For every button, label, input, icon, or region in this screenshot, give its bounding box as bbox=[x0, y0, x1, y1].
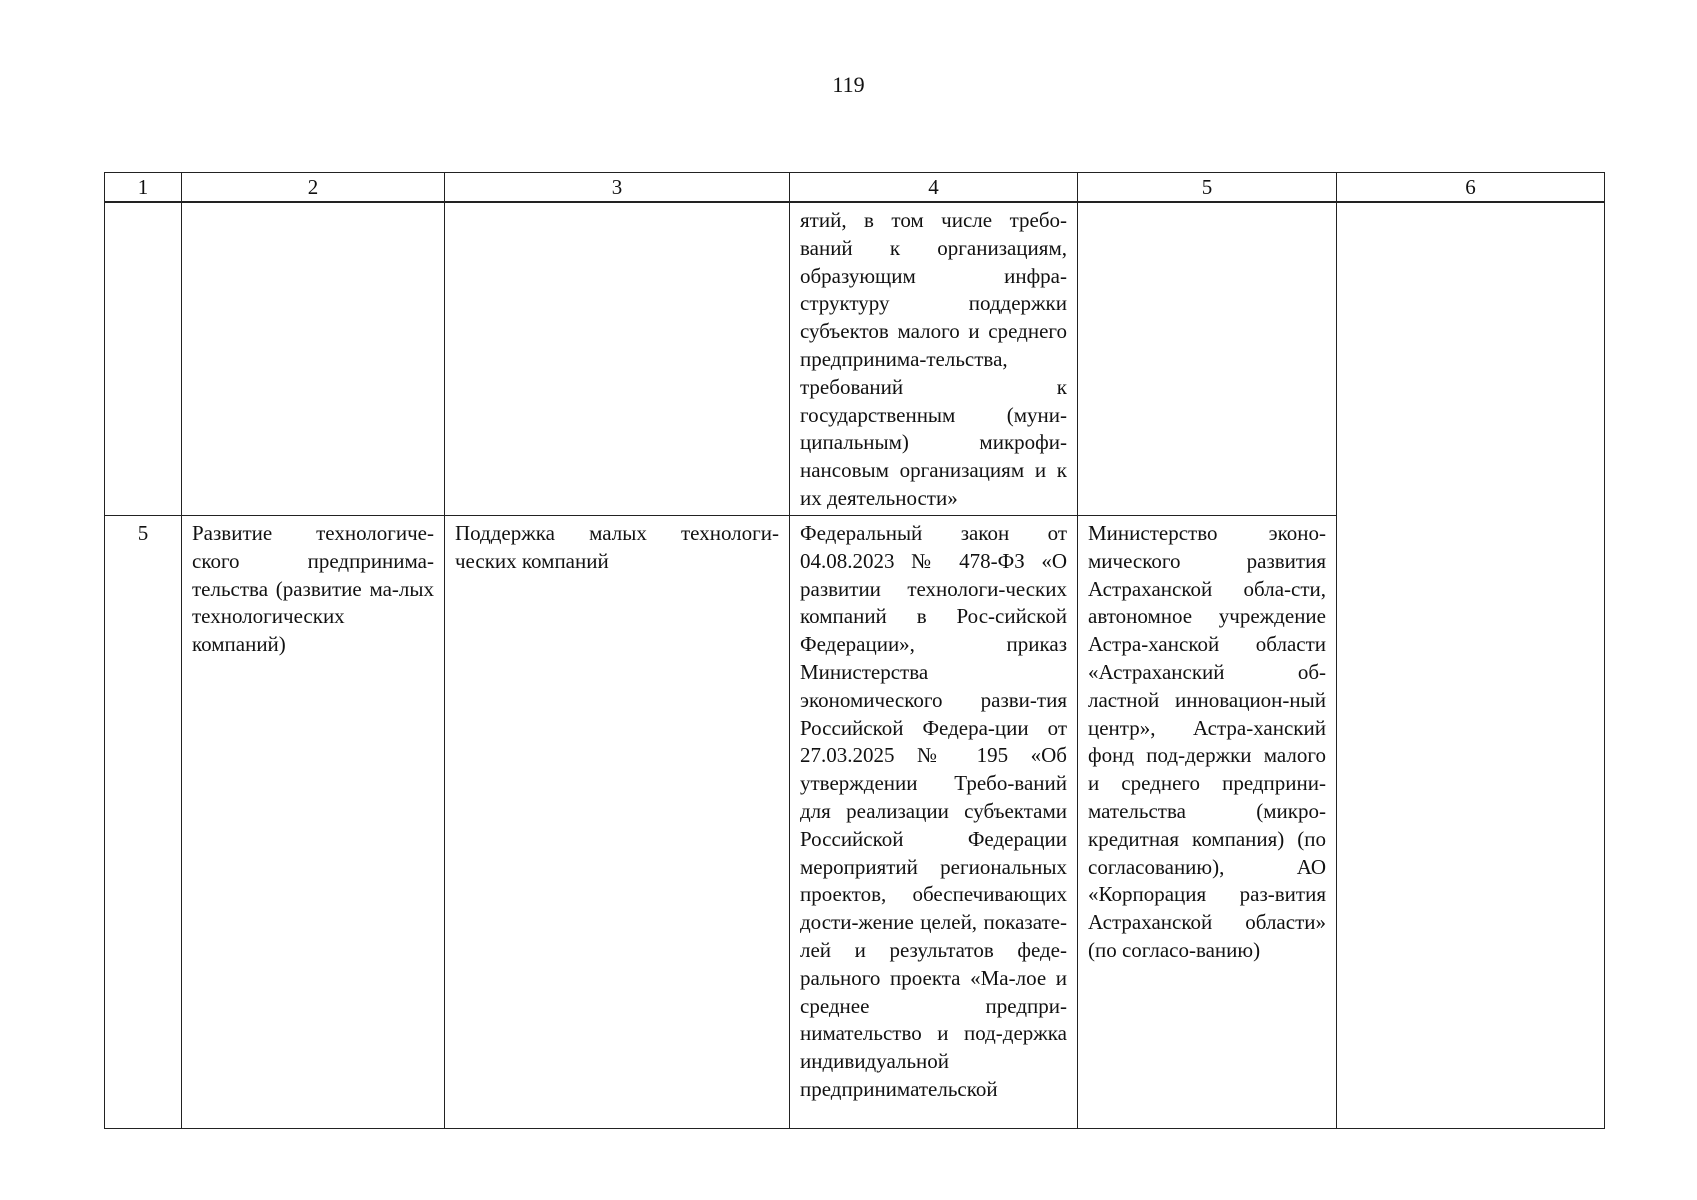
cell-responsible: Министерство эконо-мического развития Астраханской обла-сти, автономное учреждение Астра-ханской области «Астраханский об-ластной инновацион-ный центр», Астра-ханский фонд под-держки малого и среднего предприни-мательства (микро-кредитная компания) (по согласованию), АО «Корпорация раз-вития Астраханской области» (по согласо-ванию) bbox=[1078, 516, 1337, 1129]
cell-measure: Поддержка малых технологи-ческих компаний bbox=[445, 516, 790, 1129]
document-table bbox=[104, 172, 1605, 1129]
cell-legal-basis: ятий, в том числе требо-ваний к организациям, образующим инфра-структуру поддержки субъектов малого и среднего предпринима-тельства, требований к государственным (муни-ципальным) микрофи-нансовым организациям и к их деятельности» bbox=[790, 202, 1078, 516]
cell-responsible bbox=[1078, 202, 1337, 516]
header-col-4: 4 bbox=[790, 173, 1078, 203]
table-row bbox=[105, 202, 1605, 516]
header-col-3: 3 bbox=[445, 173, 790, 203]
header-col-2: 2 bbox=[182, 173, 445, 203]
header-col-5: 5 bbox=[1078, 173, 1337, 203]
page-number: 119 bbox=[832, 72, 865, 97]
cell-notes bbox=[1337, 202, 1605, 1129]
table-header bbox=[105, 173, 1605, 203]
cell-number: 5 bbox=[105, 516, 182, 1129]
cell-direction bbox=[182, 202, 445, 516]
cell-direction: Развитие технологиче-ского предпринима-тельства (развитие ма-лых технологических компаний) bbox=[182, 516, 445, 1129]
cell-measure bbox=[445, 202, 790, 516]
cell-legal-basis: Федеральный закон от 04.08.2023 № 478-ФЗ «О развитии технологи-ческих компаний в Рос-сийской Федерации», приказ Министерства экономического разви-тия Российской Федера-ции от 27.03.2025 № 195 «Об утверждении Требо-ваний для реализации субъектами Российской Федерации мероприятий региональных проектов, обеспечивающих дости-жение целей, показате-лей и результатов феде-рального проекта «Ма-лое и среднее предпри-нимательство и под-держка индивидуальной предпринимательской bbox=[790, 516, 1078, 1129]
cell-number bbox=[105, 202, 182, 516]
header-row bbox=[105, 173, 1605, 203]
header-col-1: 1 bbox=[105, 173, 182, 203]
header-col-6: 6 bbox=[1337, 173, 1605, 203]
